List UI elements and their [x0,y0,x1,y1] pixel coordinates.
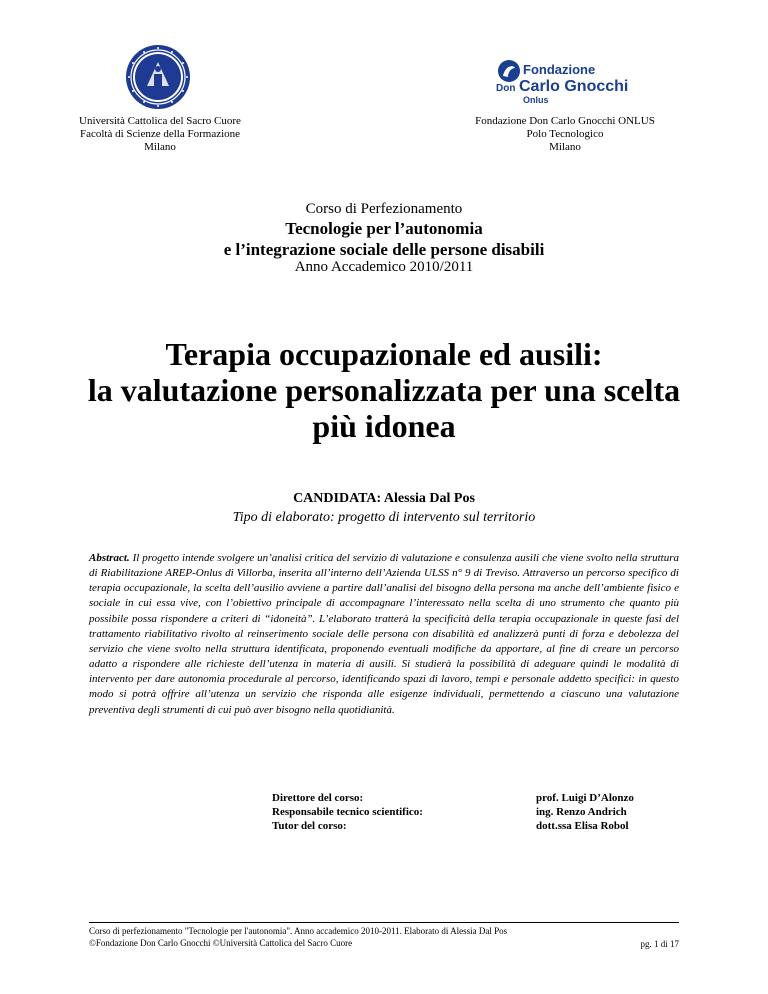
foundation-department: Polo Tecnologico [526,128,604,140]
abstract [89,551,679,718]
abstract-label: Abstract. [89,552,130,564]
footer-divider [89,922,679,923]
logo-text-fondazione: Fondazione [523,62,596,77]
university-header [60,115,260,154]
logo-text-don: Don [496,83,516,94]
staff-role: Tutor del corso: [272,820,347,832]
page-number: pg. 1 di 17 [640,939,679,949]
foundation-name: Fondazione Don Carlo Gnocchi ONLUS [475,115,655,127]
staff-name: ing. Renzo Andrich [536,806,627,818]
footer-copyright: ©Fondazione Don Carlo Gnocchi ©Università Cattolica del Sacro Cuore [89,938,353,948]
course-staff [272,791,732,833]
staff-row [272,791,732,805]
title-line2: la valutazione personalizzata per una scelta [87,372,681,408]
candidate [0,491,768,507]
footer-course-info: Corso di perfezionamento "Tecnologie per l'autonomia". Anno accademico 2010-2011. Elaborato di Alessia Dal Pos [89,926,508,936]
university-seal-logo [125,44,191,110]
logo-text-carlo-gnocchi: Carlo Gnocchi [519,78,629,95]
university-city: Milano [144,141,176,153]
foundation-header [460,115,670,154]
staff-name: prof. Luigi D’Alonzo [536,792,634,804]
foundation-city: Milano [549,141,581,153]
academic-year: Anno Accademico 2010/2011 [294,259,474,275]
abstract-text: Il progetto intende svolgere un’analisi critica del servizio di valutazione e consulenza ausili che viene svolto nella struttura di Riabilitazione AREP-Onlus di Villorba, inserita all’interno dell’Azienda ULSS n° 9 di Treviso. Attraverso un percorso specifico di terapia occupazionale, la scelta dell’ausilio avviene a partire dall’analisi del bisogno della persona ma anche dell’ambiente fisico e sociale in cui essa vive, con l’obiettivo principale di accompagnare l’interessato nella scelta di uno strumento che quanto più possibile possa rispondere a criteri di “idoneità”. L’elaborato tratterà la specificità della terapia occupazionale in queste fasi del trattamento riabilitativo rivolto al reinserimento sociale delle persona con disabilità ed analizzerà punti di forza e debolezza del servizio che viene svolto nella struttura identificata, proponendo eventuali modifiche da apportare, al fine di creare un percorso adatto a rispondere alle richieste dell’utenza in materia di ausili. Si studierà la possibilità di adeguare quindi le modalità di intervento per dare autonomia procedurale al percorso, identificando spazi di lavoro, tempi e personale addetto specifici: in questo modo si potrà offrire all’utenza un servizio che risponda alle esigenze individuali, permettendo a ciascuno una valutazione preventiva degli strumenti di cui può aver bisogno nella quotidianità. [89,552,679,716]
logo-text-onlus: Onlus [523,95,549,104]
staff-row [272,805,732,819]
course-type: Corso di Perfezionamento [305,201,463,217]
staff-name: dott.ssa Elisa Robol [536,820,629,832]
fondazione-logo [496,58,646,104]
document-title [50,336,718,444]
university-name: Università Cattolica del Sacro Cuore [79,115,241,127]
faculty-name: Facoltà di Scienze della Formazione [79,128,241,140]
staff-row [272,819,732,833]
course-title [0,218,768,260]
candidate-label: CANDIDATA: Alessia Dal Pos [293,491,475,506]
staff-role: Direttore del corso: [272,792,364,804]
elaborate-type: Tipo di elaborato: progetto di intervento sul territorio [232,510,536,525]
title-line3: più idonea [312,408,456,444]
course-title-line2: e l’integrazione sociale delle persone disabili [223,240,545,259]
course-title-line1: Tecnologie per l’autonomia [285,219,483,238]
title-line1: Terapia occupazionale ed ausili: [165,336,603,372]
staff-role: Responsabile tecnico scientifico: [272,806,423,818]
